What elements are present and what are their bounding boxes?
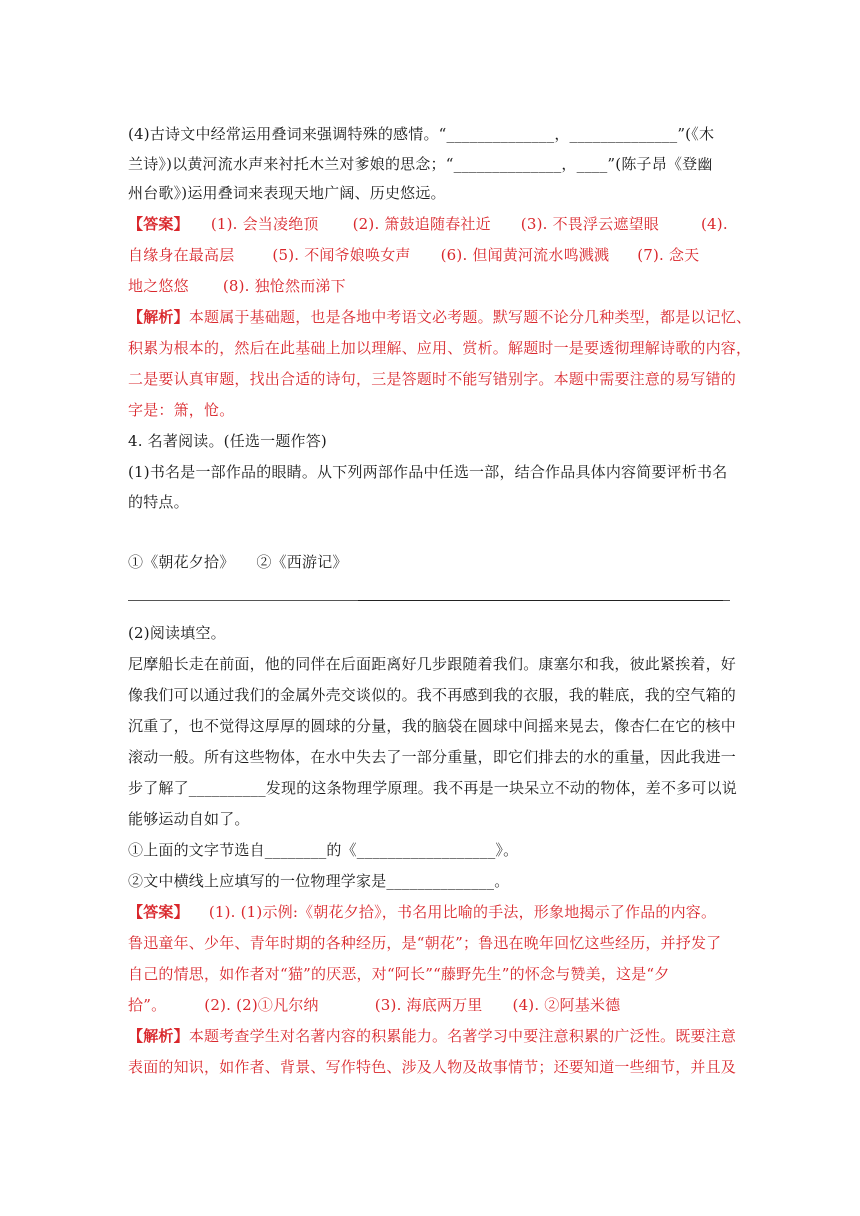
answer-4-line-4	[128, 994, 730, 1016]
passage-line: 步了解了__________发现的这条物理学原理。我不再是一块呆立不动的物体，差不多可以说	[128, 779, 738, 797]
answer-4-line-1	[128, 901, 730, 923]
analysis-4-line-1	[128, 1025, 737, 1047]
passage-line: 尼摩船长走在前面，他的同伴在后面距离好几步跟随着我们。康塞尔和我，彼此紧挨着，好	[128, 655, 737, 673]
analysis-text: 本题属于基础题，也是各地中考语文必考题。默写题不论分几种类型，都是以记忆、	[188, 308, 752, 326]
answer-blank-line-bold	[358, 600, 723, 601]
analysis-3-line-3: 二是要认真审题，找出合适的诗句，三是答题时不能写错别字。本题中需要注意的易写错的	[128, 370, 737, 388]
answer-item: (7). 念天	[637, 246, 700, 264]
question-4-1-line-1: (1)书名是一部作品的眼睛。从下列两部作品中任选一部，结合作品具体内容简要评析书名	[128, 463, 728, 481]
answer-3-line-1	[128, 213, 730, 235]
answer-item: 拾”。	[128, 996, 167, 1014]
answer-item: 地之悠悠	[128, 277, 189, 295]
question-3-4-line-1: (4)古诗文中经常运用叠词来强调特殊的感情。“______________，______________”(《木	[128, 125, 715, 143]
analysis-tag: 【解析】	[128, 1027, 189, 1045]
passage-line: 沉重了，也不觉得这厚厚的圆球的分量，我的脑袋在圆球中间摇来晃去，像杏仁在它的核中	[128, 717, 737, 735]
question-3-4-line-2: 兰诗》)以黄河流水声来衬托木兰对爹娘的思念；“______________，____”(陈子昂《登幽	[128, 155, 713, 173]
analysis-3-line-1	[128, 306, 752, 328]
answer-item: (5). 不闻爷娘唤女声	[272, 246, 411, 264]
answer-text: (1). (1)示例:《朝花夕拾》，书名用比喻的手法，形象地揭示了作品的内容。	[208, 903, 717, 921]
question-4-title: 4. 名著阅读。(任选一题作答)	[128, 432, 327, 450]
answer-3-line-3	[128, 275, 730, 297]
answer-tag: 【答案】	[128, 903, 189, 921]
answer-4-line-3: 自己的情思，如作者对“猫”的厌恶，对“阿长”“藤野先生”的怀念与赞美，这是“夕	[128, 965, 670, 983]
analysis-3-line-2: 积累为根本的，然后在此基础上加以理解、应用、赏析。解题时一是要透彻理解诗歌的内容，	[128, 339, 752, 357]
answer-item: (6). 但闻黄河流水鸣溅溅	[440, 246, 610, 264]
passage-line: 能够运动自如了。	[128, 810, 250, 828]
question-4-2-sub-2: ②文中横线上应填写的一位物理学家是______________。	[128, 872, 510, 890]
answer-item: (2). (2)①凡尔纳	[204, 996, 319, 1014]
passage-line: 滚动一般。所有这些物体，在水中失去了一部分重量，即它们排去的水的重量，因此我进一	[128, 748, 737, 766]
answer-item: (4). ②阿基米德	[512, 996, 621, 1014]
choice-1: ①《朝花夕拾》	[128, 553, 235, 571]
answer-item: (1). 会当凌绝顶	[210, 215, 319, 233]
analysis-text: 本题考查学生对名著内容的积累能力。名著学习中要注意积累的广泛性。既要注意	[188, 1027, 737, 1045]
analysis-tag: 【解析】	[128, 308, 189, 326]
answer-item: 自缘身在最高层	[128, 246, 235, 264]
choice-2: ②《西游记》	[256, 553, 348, 571]
answer-tag: 【答案】	[128, 215, 189, 233]
answer-3-line-2	[128, 244, 730, 266]
question-4-1-line-2: 的特点。	[128, 493, 189, 511]
analysis-3-line-4: 字是：箫，怆。	[128, 401, 235, 419]
question-3-4-line-3: 州台歌》)运用叠词来表现天地广阔、历史悠远。	[128, 184, 446, 202]
question-4-2-sub-1: ①上面的文字节选自________的《__________________》。	[128, 841, 519, 859]
answer-item: (8). 独怆然而涕下	[222, 277, 346, 295]
answer-item: (4).	[700, 215, 728, 233]
answer-item: (3). 海底两万里	[374, 996, 483, 1014]
question-4-2-title: (2)阅读填空。	[128, 624, 226, 642]
passage-line: 像我们可以通过我们的金属外壳交谈似的。我不再感到我的衣服，我的鞋底，我的空气箱的	[128, 686, 737, 704]
analysis-4-line-2: 表面的知识，如作者、背景、写作特色、涉及人物及故事情节；还要知道一些细节，并且及	[128, 1058, 737, 1076]
answer-item: (2). 箫鼓追随春社近	[352, 215, 491, 233]
answer-item: (3). 不畏浮云遮望眼	[520, 215, 659, 233]
question-4-1-choices	[128, 551, 730, 573]
answer-4-line-2: 鲁迅童年、少年、青年时期的各种经历，是“朝花”；鲁迅在晚年回忆这些经历，并抒发了	[128, 934, 722, 952]
